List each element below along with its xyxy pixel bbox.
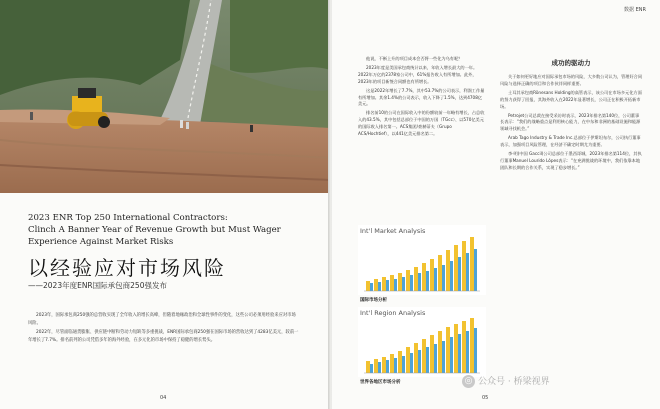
section-heading: 成功的驱动力 <box>551 59 591 67</box>
chinese-title: 以经验应对市场风险 <box>28 256 226 280</box>
body-paragraph: 这是2022年增长了7.7%，其中53.7%的公司表示，利润工作量有所增加。其余1.4%的公司表示，收入下降了1.5%，达到4708亿美元。 <box>358 87 485 107</box>
chinese-subtitle: ——2023年度ENR国际承包商250强发布 <box>28 281 167 290</box>
right-column-2 <box>500 74 642 174</box>
chart-title: Int'l Region Analysis <box>360 309 426 317</box>
body-paragraph: 2023年，国际承包商250强的总营收实现了全年收入的增长高峰，但随着地缘政治和全球性事件的变化，这些公司必须用经验来应对市场风险。 <box>28 313 296 326</box>
wechat-icon: ◎ <box>462 375 475 388</box>
watermark <box>462 374 550 388</box>
market-analysis-chart <box>358 225 486 295</box>
english-title <box>28 212 318 248</box>
construction-road-photo <box>0 0 330 193</box>
right-page <box>332 0 660 409</box>
page-number-right: 05 <box>482 395 489 401</box>
body-paragraph: 他说，不断上升的项目成本会否将一些化为乌有呢？ <box>366 56 463 61</box>
market-analysis-caption: 国际市场分析 <box>360 298 387 303</box>
body-paragraph: 关于如何更好地应对国际承包市场的风险，大多数公司认为，管理好合同风险与选择正确的项目和合作伙伴同样重要。 <box>500 74 643 86</box>
chart-title: Int'l Market Analysis <box>360 227 426 235</box>
region-analysis-chart <box>358 307 486 377</box>
body-paragraph: 土耳其承包商Rönesans Holding的高管表示，该公司在市场多元化方面的努力获得了回报，其海外收入在2022年显著增长，公司正在积极开拓新市场。 <box>500 89 642 109</box>
body-paragraph: 2023年度是美国承包商统计以来，年收入增长最大的一年。2022年万亿的2378家公司中，61%报告收入有所增加。此外，2023年的项目新签合同额也有所增长。 <box>358 64 478 84</box>
watermark-text: 公众号 · 桥梁视界 <box>478 377 550 387</box>
english-title-line-1: 2023 ENR Top 250 International Contractors: <box>28 213 228 223</box>
page-number-left: 04 <box>160 395 167 401</box>
body-paragraph: Arab Tago Industry & Trade Inc.总部位于伊斯坦布尔，公司执行董事表示，加强项目风险管理，在经济不确定时期尤为重要。 <box>500 135 641 148</box>
left-body-text <box>28 312 300 346</box>
body-paragraph: 李·明(中国 Gaccil)公司总部位于墨西哥城，2023年排名第114位，其执行董事Manuel Lourido Lópes表示：“在充满挑战的环境中，我们依靠本地团队和长期的合作关系，实现了稳步增长。” <box>500 151 642 170</box>
body-paragraph: Petrojet公司总裁在接受采访时表示，2023年排名第140位，公司董事长表示：“我们的战略重点是利用核心能力，在中东和非洲的基础设施和能源领域寻找机会。” <box>500 112 641 132</box>
english-title-line-2: Clinch A Banner Year of Revenue Growth but Must Wager <box>28 225 281 235</box>
body-paragraph: 2022年，尽管面临通货膨胀、供应链中断和劳动力短缺等多重挑战，ENR国际承包商250强在国际市场的营收达到了4283亿美元，较前一年增长了7.7%。排名前列的公司凭借多年的海外经验，在多元化的市场中保持了稳健的增长势头。 <box>28 330 299 343</box>
body-paragraph: 排名前10的公司在国际收入中的份额较前一年略有增长，占总收入的43.5%，其中包括总部位于中国的万国（TGcc）、以570亿美元的国际收入排名第一。ACS集团/豪赫蒂夫（Grupo ACS/Hochtief），以441亿美元排名第二。 <box>358 110 485 137</box>
right-column-1 <box>358 56 486 140</box>
english-title-line-3: Experience Against Market Risks <box>28 237 174 247</box>
section-header-tag: 数据 ENR <box>624 7 646 13</box>
region-analysis-caption: 世界各地区市场分析 <box>360 380 401 385</box>
